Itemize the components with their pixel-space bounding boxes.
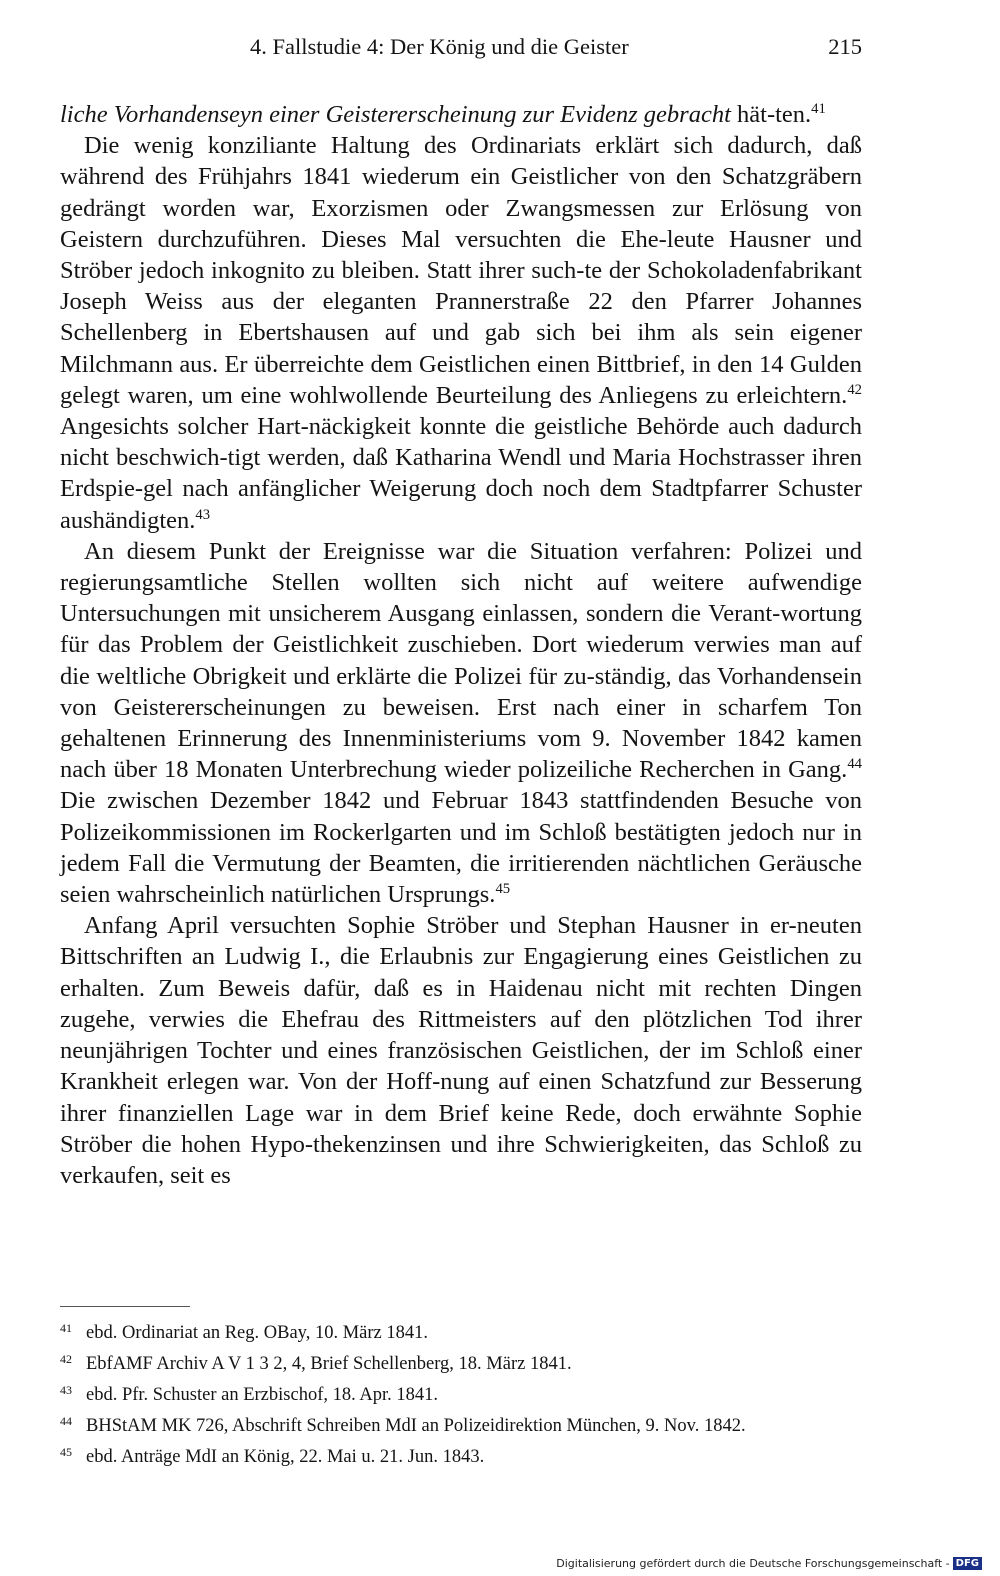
footnote-ref-45[interactable]: 45 — [495, 881, 511, 898]
footnote-text: ebd. Anträge MdI an König, 22. Mai u. 21. Jun. 1843. — [86, 1447, 485, 1467]
footnote-number: 44 — [60, 1414, 72, 1428]
paragraph-4-text: Anfang April versuchten Sophie Ströber und Stephan Hausner in er-neuten Bittschriften an Ludwig I., die Erlaubnis zur Engagierung eines Geistlichen zu erhalten. Zum Beweis dafür, daß es in Haidenau nicht mit rechten Dingen zugehe, verwies die Ehefrau des Rittmeisters auf den plötzlichen Tod ihrer neunjährigen Tochter und eines französischen Geistlichen, der im Schloß einer Krankheit erlegen war. Von der Hoff-nung auf einen Schatzfund zur Besserung ihrer finanziellen Lage war in dem Brief keine Rede, doch erwähnte Sophie Ströber die hohen Hypo-thekenzinsen und ihre Schwierigkeiten, das Schloß zu verkaufen, seit es — [60, 912, 862, 1189]
footnote-ref-44[interactable]: 44 — [847, 756, 862, 773]
footnote-44 — [60, 1408, 862, 1439]
digitization-credit — [556, 1557, 982, 1571]
paragraph-1 — [60, 99, 862, 130]
paragraph-3 — [60, 536, 862, 910]
paragraph-1-text: hät-ten. — [730, 101, 812, 128]
footnote-41 — [60, 1315, 862, 1346]
credit-text: Digitalisierung gefördert durch die Deutsche Forschungsgemeinschaft - — [556, 1556, 950, 1570]
running-title: 4. Fallstudie 4: Der König und die Geister — [250, 34, 629, 59]
running-header — [60, 34, 862, 70]
paragraph-3-text-b: Die zwischen Dezember 1842 und Februar 1843 stattfindenden Besuche von Polizeikommissionen im Rockerlgarten und im Schloß bestätigten jedoch nur in jedem Fall die Vermutung der Beamten, die irritierenden nächtlichen Geräusche seien wahrscheinlich natürlichen Ursprungs. — [60, 787, 862, 909]
footnote-divider — [60, 1306, 190, 1307]
footnote-number: 43 — [60, 1383, 72, 1397]
paragraph-4 — [60, 910, 862, 1191]
footnote-number: 45 — [60, 1445, 72, 1459]
footnote-ref-42[interactable]: 42 — [847, 382, 862, 399]
footnote-42 — [60, 1346, 862, 1377]
dfg-logo-icon: DFG — [953, 1557, 982, 1570]
body-text — [60, 99, 862, 1191]
page-number: 215 — [828, 34, 862, 59]
italic-quotation: liche Vorhandenseyn einer Geistererscheinung zur Evidenz gebracht — [60, 101, 731, 128]
paragraph-2-text-b: Angesichts solcher Hart-näckigkeit konnte die geistliche Behörde auch dadurch nicht beschwich-tigt werden, daß Katharina Wendl und Maria Hochstrasser ihren Erdspie-gel nach anfänglicher Weigerung doch noch dem Stadtpfarrer Schuster aushändigten. — [60, 413, 862, 534]
footnotes — [60, 1315, 862, 1470]
paragraph-3-text-a: An diesem Punkt der Ereignisse war die Situation verfahren: Polizei und regierungsamtliche Stellen wollten sich nicht auf weitere aufwendige Untersuchungen mit unsicherem Ausgang einlassen, sondern die Verant-wortung für das Problem der Geistlichkeit zuschieben. Dort wiederum verwies man auf die weltliche Obrigkeit und erklärte die Polizei für zu-ständig, das Vorhandensein von Geistererscheinungen zu beweisen. Erst nach einer in scharfem Ton gehaltenen Erinnerung des Innenministeriums vom 9. November 1842 kamen nach über 18 Monaten Unterbrechung wieder polizeiliche Recherchen in Gang. — [60, 537, 862, 784]
paragraph-2-text-a: Die wenig konziliante Haltung des Ordinariats erklärt sich dadurch, daß während des Frühjahrs 1841 wiederum ein Geistlicher von den Schatzgräbern gedrängt worden war, Exorzismen oder Zwangsmessen zur Erlösung von Geistern durchzuführen. Dieses Mal versuchten die Ehe-leute Hausner und Ströber jedoch inkognito zu bleiben. Statt ihrer such-te der Schokoladenfabrikant Joseph Weiss aus der eleganten Prannerstraße 22 den Pfarrer Johannes Schellenberg in Ebertshausen auf und gab sich bei ihm als sein eigener Milchmann aus. Er überreichte dem Geistlichen einen Bittbrief, in den 14 Gulden gelegt waren, um eine wohlwollende Beurteilung des Anliegens zu erleichtern. — [60, 132, 862, 409]
footnote-ref-41[interactable]: 41 — [811, 101, 826, 118]
footnote-number: 42 — [60, 1352, 72, 1366]
footnote-text: EbfAMF Archiv A V 1 3 2, 4, Brief Schellenberg, 18. März 1841. — [86, 1354, 572, 1374]
footnote-45 — [60, 1439, 862, 1470]
footnote-text: ebd. Ordinariat an Reg. OBay, 10. März 1841. — [86, 1323, 428, 1343]
footnote-ref-43[interactable]: 43 — [195, 506, 211, 523]
footnote-text: ebd. Pfr. Schuster an Erzbischof, 18. Apr. 1841. — [86, 1385, 438, 1405]
footnote-43 — [60, 1377, 862, 1408]
footnote-number: 41 — [60, 1321, 72, 1335]
paragraph-2 — [60, 130, 862, 536]
footnote-text: BHStAM MK 726, Abschrift Schreiben MdI an Polizeidirektion München, 9. Nov. 1842. — [86, 1416, 746, 1436]
